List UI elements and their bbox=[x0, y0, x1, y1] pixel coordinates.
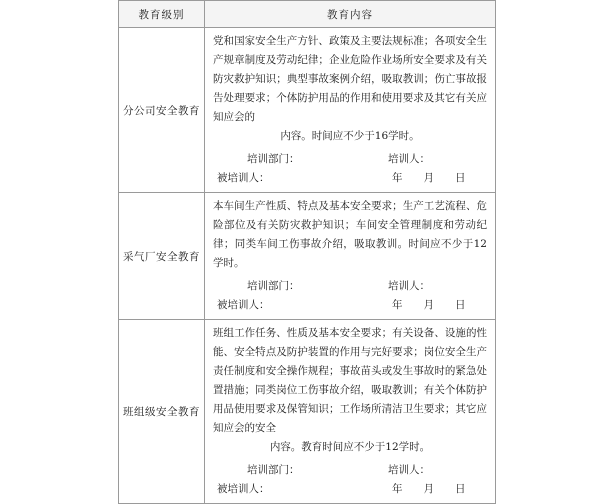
signature-block bbox=[213, 150, 487, 188]
content-body: 党和国家安全生产方针、政策及主要法规标准；各项安全生产规章制度及劳动纪律；企业危险作业场所安全要求及有关防灾救护知识；典型事故案例介绍，吸取教训；伤亡事故报告处理要求；个体防护用品的作用和使用要求及其它有关应知应会的 bbox=[213, 35, 487, 123]
content-body: 班组工作任务、性质及基本安全要求；有关设备、设施的性能、安全特点及防护装置的作用与完好要求；岗位安全生产责任制度和安全操作规程；事故苗头或发生事故时的紧急处置措施；同类岗位工伤事故介绍，吸取教训；有关个体防护用品使用要求及保管知识；工作场所清洁卫生要求；其它应知应会的安全 bbox=[213, 327, 487, 434]
content-body: 本车间生产性质、特点及基本安全要求；生产工艺流程、危险部位及有关防灾救护知识；车间安全管理制度和劳动纪律；同类车间工伤事故介绍，吸取教训。时间应不少于12学时。 bbox=[213, 200, 487, 269]
level-cell: 班组级安全教育 bbox=[119, 320, 205, 504]
trainee-label: 被培训人： bbox=[217, 172, 270, 184]
trainer-label: 培训人： bbox=[388, 153, 430, 165]
date-label: 年 月 日 bbox=[392, 483, 466, 495]
content-tail: 内容。教育时间应不少于12学时。 bbox=[269, 441, 431, 453]
trainee-label: 被培训人： bbox=[217, 299, 270, 311]
content-tail: 内容。时间应不少于16学时。 bbox=[280, 130, 420, 142]
content-cell bbox=[205, 193, 496, 320]
signature-block bbox=[213, 277, 487, 315]
content-text bbox=[213, 32, 487, 146]
train-dept-label: 培训部门： bbox=[247, 153, 300, 165]
train-dept-label: 培训部门： bbox=[247, 280, 300, 292]
content-text bbox=[213, 197, 487, 273]
trainee-label: 被培训人： bbox=[217, 483, 270, 495]
date-label: 年 月 日 bbox=[392, 299, 466, 311]
trainer-label: 培训人： bbox=[388, 464, 430, 476]
table-header-row bbox=[119, 1, 496, 28]
level-cell: 分公司安全教育 bbox=[119, 28, 205, 193]
content-text bbox=[213, 324, 487, 457]
table-row bbox=[119, 193, 496, 320]
date-label: 年 月 日 bbox=[392, 172, 466, 184]
level-cell: 采气厂安全教育 bbox=[119, 193, 205, 320]
table-row bbox=[119, 28, 496, 193]
train-dept-label: 培训部门： bbox=[247, 464, 300, 476]
education-table bbox=[118, 0, 496, 504]
header-level: 教育级别 bbox=[119, 1, 205, 28]
content-cell bbox=[205, 320, 496, 504]
table-row bbox=[119, 320, 496, 504]
signature-block bbox=[213, 461, 487, 499]
trainer-label: 培训人： bbox=[388, 280, 430, 292]
content-cell bbox=[205, 28, 496, 193]
header-content: 教育内容 bbox=[205, 1, 496, 28]
